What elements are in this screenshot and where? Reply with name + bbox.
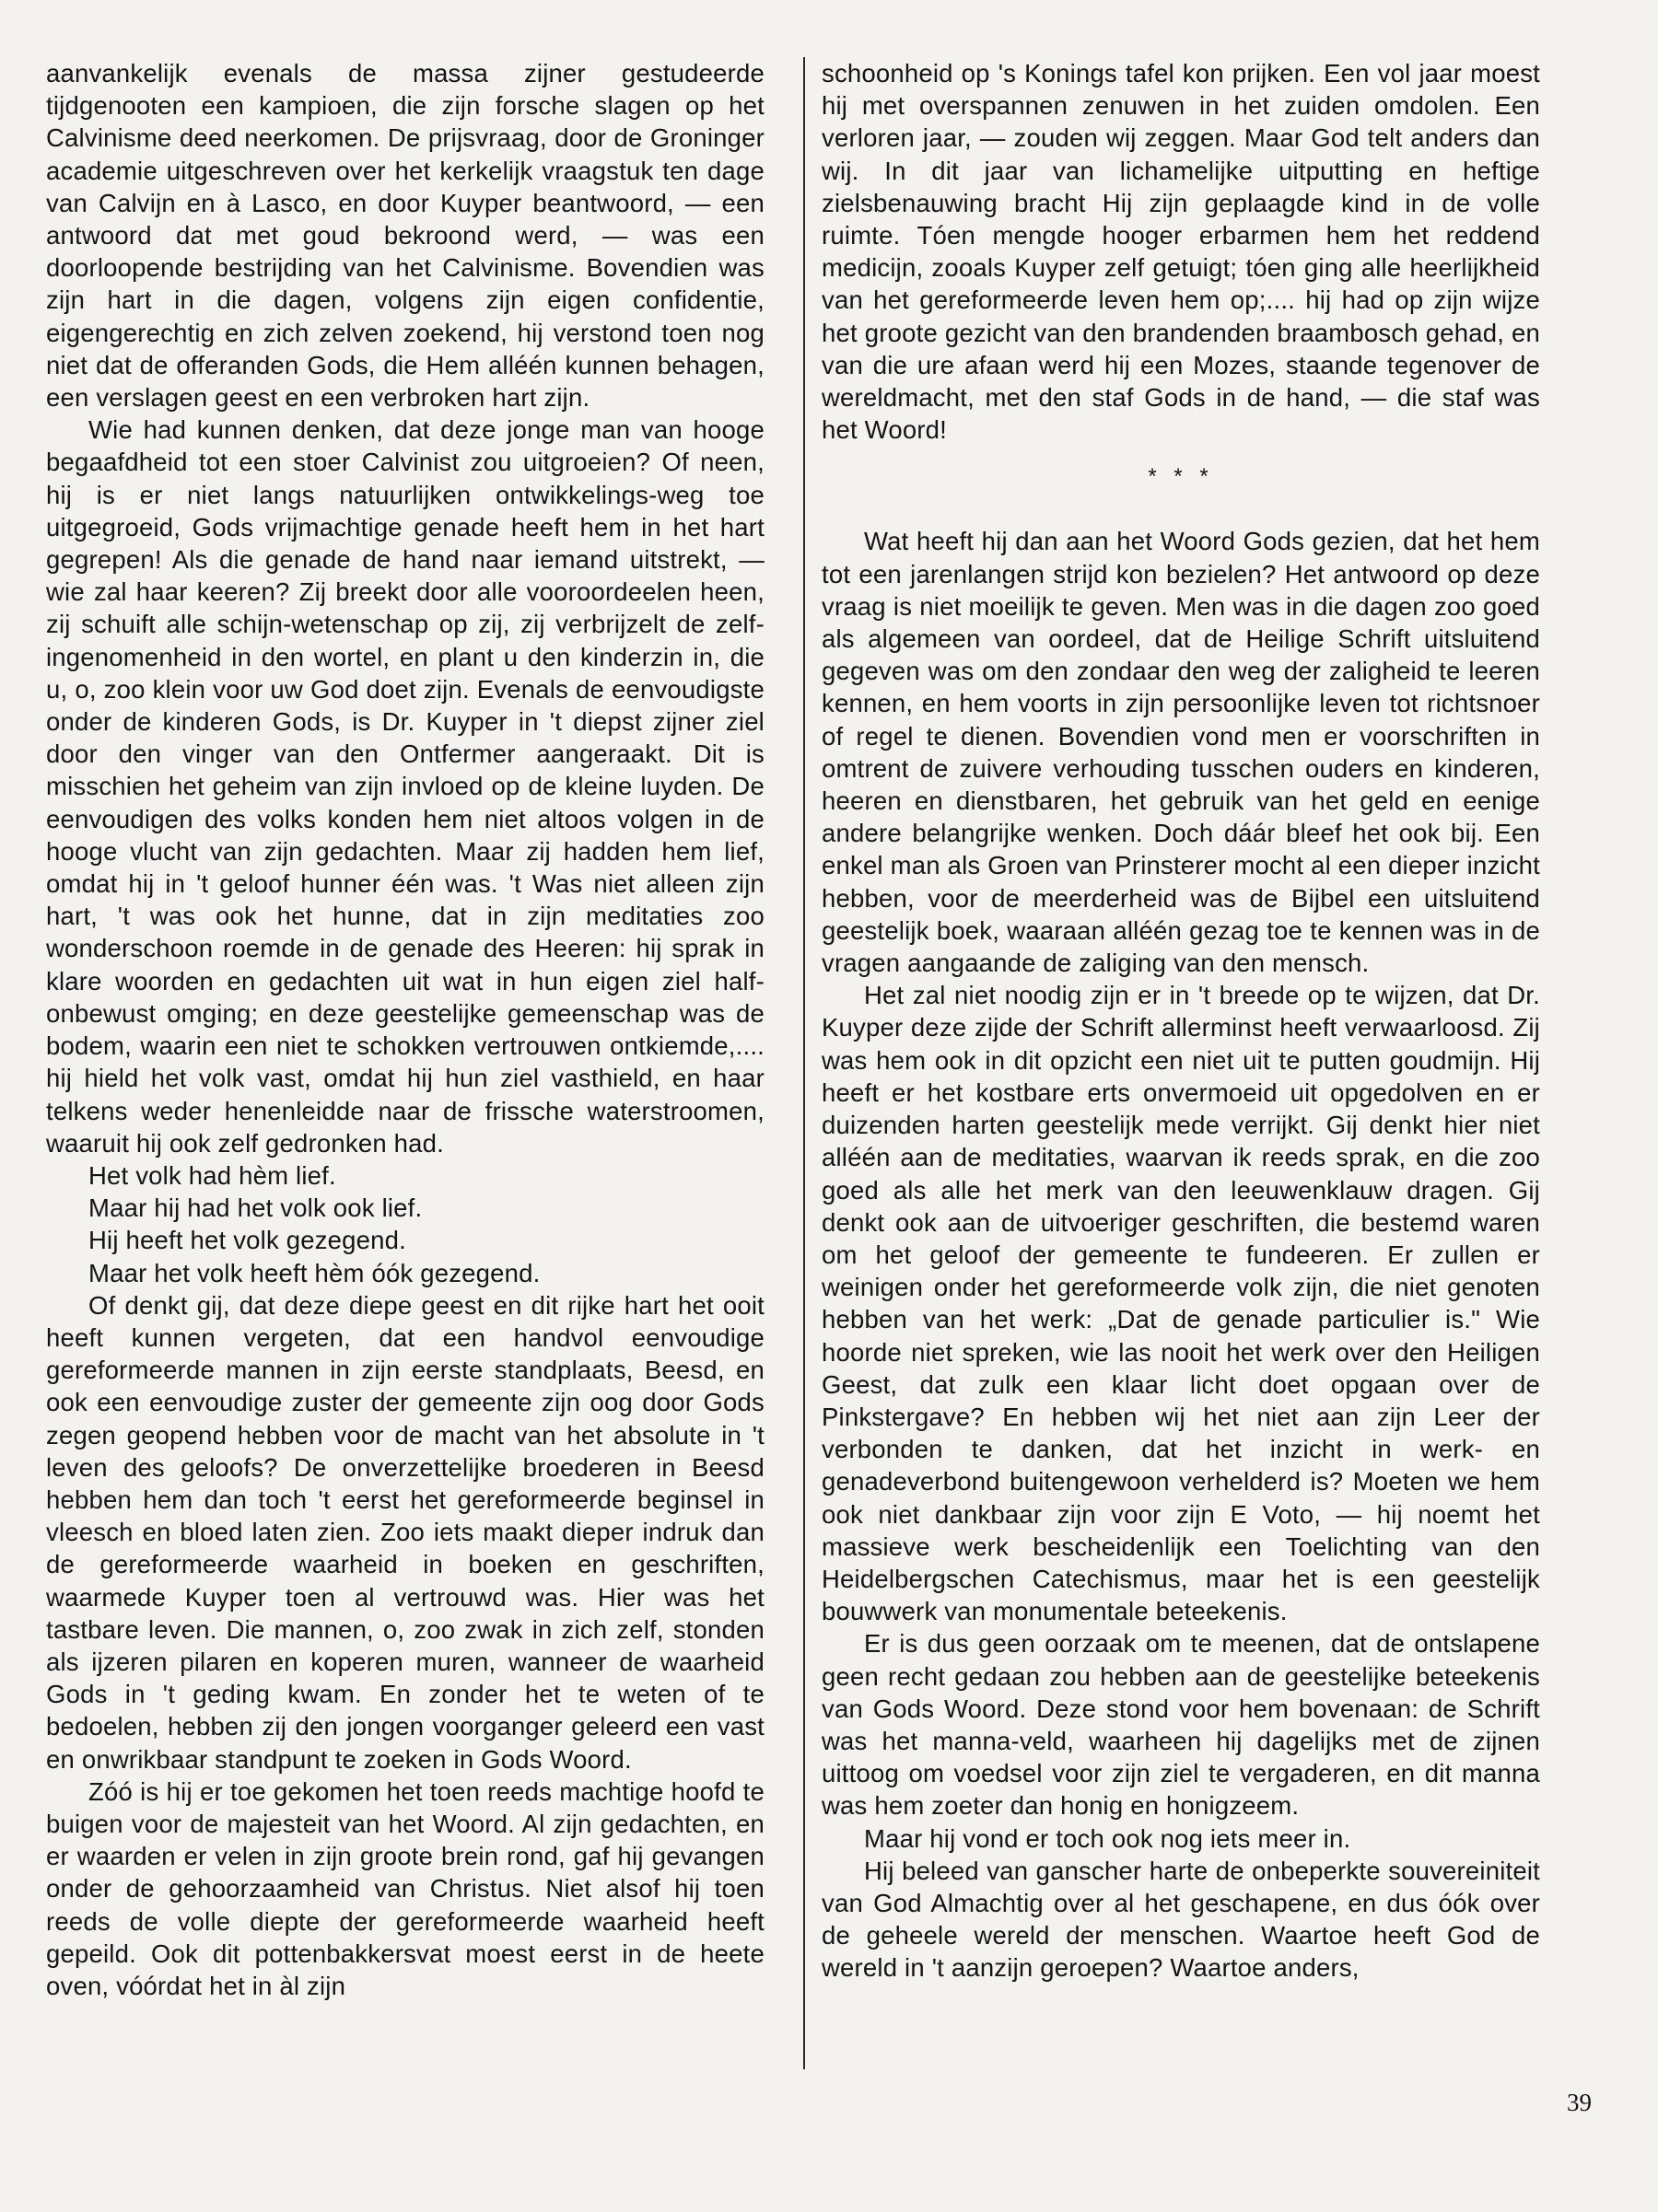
paragraph: Het zal niet noodig zijn er in 't breede op te wijzen, dat Dr. Kuyper deze zijde der Schrift allerminst heeft verwaarloosd. Zij was hem ook in dit opzicht een niet uit te putten goudmijn. Hij heeft er het kostbare erts onvermoeid uit opgedolven en er duizenden harten geestelijk mede verrijkt. Gij denkt hier niet alléén aan de meditaties, waarvan ik reeds sprak, en die zoo goed als alle het merk van den leeuwenklauw dragen. Gij denkt ook aan de uitvoeriger geschriften, die bestemd waren om het geloof der gemeente te fundeeren. Er zullen er weinigen onder het gereformeerde volk zijn, die niet genoten hebben van het werk: „Dat de genade particulier is." Wie hoorde niet spreken, wie las nooit het werk over den Heiligen Geest, dat zulk een klaar licht doet opgaan over de Pinkstergave? En hebben wij het niet aan zijn Leer der verbonden te danken, dat het inzicht in werk- en genadeverbond buitengewoon verhelderd is? Moeten we hem ook niet dankbaar zijn voor zijn E Voto, — hij noemt het massieve werk bescheidenlijk een Toelichting van den Heidelbergschen Catechismus, maar het is een geestelijk bouwwerk van monumentale beteekenis. bbox=[822, 981, 1540, 1626]
verse-line: Maar hij had het volk ook lief. bbox=[88, 1193, 423, 1223]
left-column bbox=[46, 57, 765, 2002]
page-number: 39 bbox=[1567, 2089, 1592, 2116]
paragraph: Zóó is hij er toe gekomen het toen reeds machtige hoofd te buigen voor de majesteit van het Woord. Al zijn gedachten, en er waarden er velen in zijn groote brein rond, gaf hij gevangen onder de gehoorzaamheid van Christus. Niet alsof hij toen reeds de volle diepte der gereformeerde waarheid heeft gepeild. Ook dit pottenbakkersvat moest eerst in de heete oven, vóórdat het in àl zijn bbox=[46, 1776, 765, 2000]
paragraph: schoonheid op 's Konings tafel kon prijken. Een vol jaar moest hij met overspannen zenuwen in het zuiden omdolen. Een verloren jaar, — zouden wij zeggen. Maar God telt anders dan wij. In dit jaar van lichamelijke uitputting en heftige zielsbenauwing bracht Hij zijn geplaagde kind in de volle ruimte. Tóen mengde hooger erbarmen hem het reddend medicijn, zooals Kuyper zelf getuigt; tóen ging alle heerlijkheid van het gereformeerde leven hem op;.... hij had op zijn wijze het groote gezicht van den brandenden braambosch gehad, en van die ure afaan werd hij een Mozes, staande tegenover de wereldmacht, met den staf Gods in de hand, — die staf was het Woord! bbox=[822, 59, 1540, 445]
paragraph: Wie had kunnen denken, dat deze jonge man van hooge begaafdheid tot een stoer Calvinist zou uitgroeien? Of neen, hij is er niet langs natuurlijken ontwikkelings-weg toe uitgegroeid, Gods vrijmachtige genade heeft hem in het hart gegrepen! Als die genade de hand naar iemand uitstrekt, — wie zal haar keeren? Zij breekt door alle vooroordeelen heen, zij schuift alle schijn-wetenschap op zij, zij verbrijzelt de zelf-ingenomenheid in den wortel, en plant u den kinderzin in, die u, o, zoo klein voor uw God doet zijn. Evenals de eenvoudigste onder de kinderen Gods, is Dr. Kuyper in 't diepst zijner ziel door den vinger van den Ontfermer aangeraakt. Dit is misschien het geheim van zijn invloed op de kleine luyden. De eenvoudigen des volks konden hem niet altoos volgen in de hooge vlucht van zijn gedachten. Maar zij hadden hem lief, omdat hij in 't geloof hunner één was. 't Was niet alleen zijn hart, 't was ook het hunne, dat in zijn meditaties zoo wonderschoon roemde in de genade des Heeren: hij sprak in klare woorden en gedachten uit wat in hun eigen ziel half-onbewust omging; en deze geestelijke gemeenschap was de bodem, waarin een niet te schokken vertrouwen ontkiemde,.... hij hield het volk vast, omdat hij hun ziel vasthield, en haar telkens weder henenleidde naar de frissche waterstroomen, waaruit hij ook zelf gedronken had. bbox=[46, 415, 765, 1158]
section-break-text: * * * bbox=[1148, 464, 1214, 490]
paragraph: Hij beleed van ganscher harte de onbeperkte souvereiniteit van God Almachtig over al het geschapene, en dus óók over de geheele wereld der menschen. Waartoe heeft God de wereld in 't aanzijn geroepen? Waartoe anders, bbox=[822, 1856, 1540, 1983]
paragraph: Maar hij vond er toch ook nog iets meer in. bbox=[864, 1823, 1351, 1853]
verse-line: Maar het volk heeft hèm óók gezegend. bbox=[88, 1258, 541, 1287]
column-divider bbox=[803, 57, 805, 2069]
paragraph: Wat heeft hij dan aan het Woord Gods gezien, dat het hem tot een jarenlangen strijd kon bezielen? Het antwoord op deze vraag is niet moeilijk te geven. Men was in die dagen zoo goed als algemeen van oordeel, dat de Heilige Schrift uitsluitend gegeven was om den zondaar den weg der zaligheid te leeren kennen, en hem voorts in zijn persoonlijke leven tot richtsnoer of regel te dienen. Bovendien vond men er voorschriften in omtrent de zuivere verhouding tusschen ouders en kinderen, heeren en dienstbaren, het gebruik van het geld en eenige andere belangrijke wenken. Doch dáár bleef het ook bij. Een enkel man als Groen van Prinsterer mocht al een dieper inzicht hebben, voor de meerderheid was de Bijbel een uitsluitend geestelijk boek, waaraan alléén gezag toe te kennen was in de vragen aangaande de zaliging van den mensch. bbox=[822, 527, 1540, 978]
right-column bbox=[822, 57, 1540, 1985]
paragraph: Of denkt gij, dat deze diepe geest en dit rijke hart het ooit heeft kunnen vergeten, dat een handvol eenvoudige gereformeerde mannen in zijn eerste standplaats, Beesd, en ook een eenvoudige zuster der gemeente zijn oog door Gods zegen geopend hebben voor de macht van het absolute in 't leven des geloofs? De onverzettelijke broederen in Beesd hebben hem dan toch 't eerst het gereformeerde beginsel in vleesch en bloed laten zien. Zoo iets maakt dieper indruk dan de gereformeerde waarheid in boeken en geschriften, waarmede Kuyper toen al vertrouwd was. Hier was het tastbare leven. Die mannen, o, zoo zwak in zich zelf, stonden als ijzeren pilaren en koperen muren, wanneer de waarheid Gods in 't geding kwam. En zonder het te weten of te bedoelen, hebben zij den jongen voorganger geleerd een vast en onwrikbaar standpunt te zoeken in Gods Woord. bbox=[46, 1290, 765, 1774]
verse-line: Het volk had hèm lief. bbox=[88, 1160, 336, 1190]
paragraph: Er is dus geen oorzaak om te meenen, dat de ontslapene geen recht gedaan zou hebben aan de geestelijke beteekenis van Gods Woord. Deze stond voor hem bovenaan: de Schrift was het manna-veld, waarheen hij dagelijks met de zijnen uittoog om voedsel voor zijn ziel te vergaderen, en dit manna was hem zoeter dan honig en honigzeem. bbox=[822, 1629, 1540, 1821]
paragraph: aanvankelijk evenals de massa zijner gestudeerde tijdgenooten een kampioen, die zijn forsche slagen op het Calvinisme deed neerkomen. De prijsvraag, door de Groninger academie uitgeschreven over het kerkelijk vraagstuk ten dage van Calvijn en à Lasco, en door Kuyper beantwoord, — een antwoord dat met goud bekroond werd, — was een doorloopende bestrijding van het Calvinisme. Bovendien was zijn hart in die dagen, volgens zijn eigen confidentie, eigengerechtig en zich zelven zoekend, hij verstond toen nog niet dat de offeranden Gods, die Hem alléén kunnen behagen, een verslagen geest en een verbroken hart zijn. bbox=[46, 59, 765, 413]
verse-line: Hij heeft het volk gezegend. bbox=[88, 1226, 406, 1255]
section-break bbox=[822, 466, 1540, 488]
